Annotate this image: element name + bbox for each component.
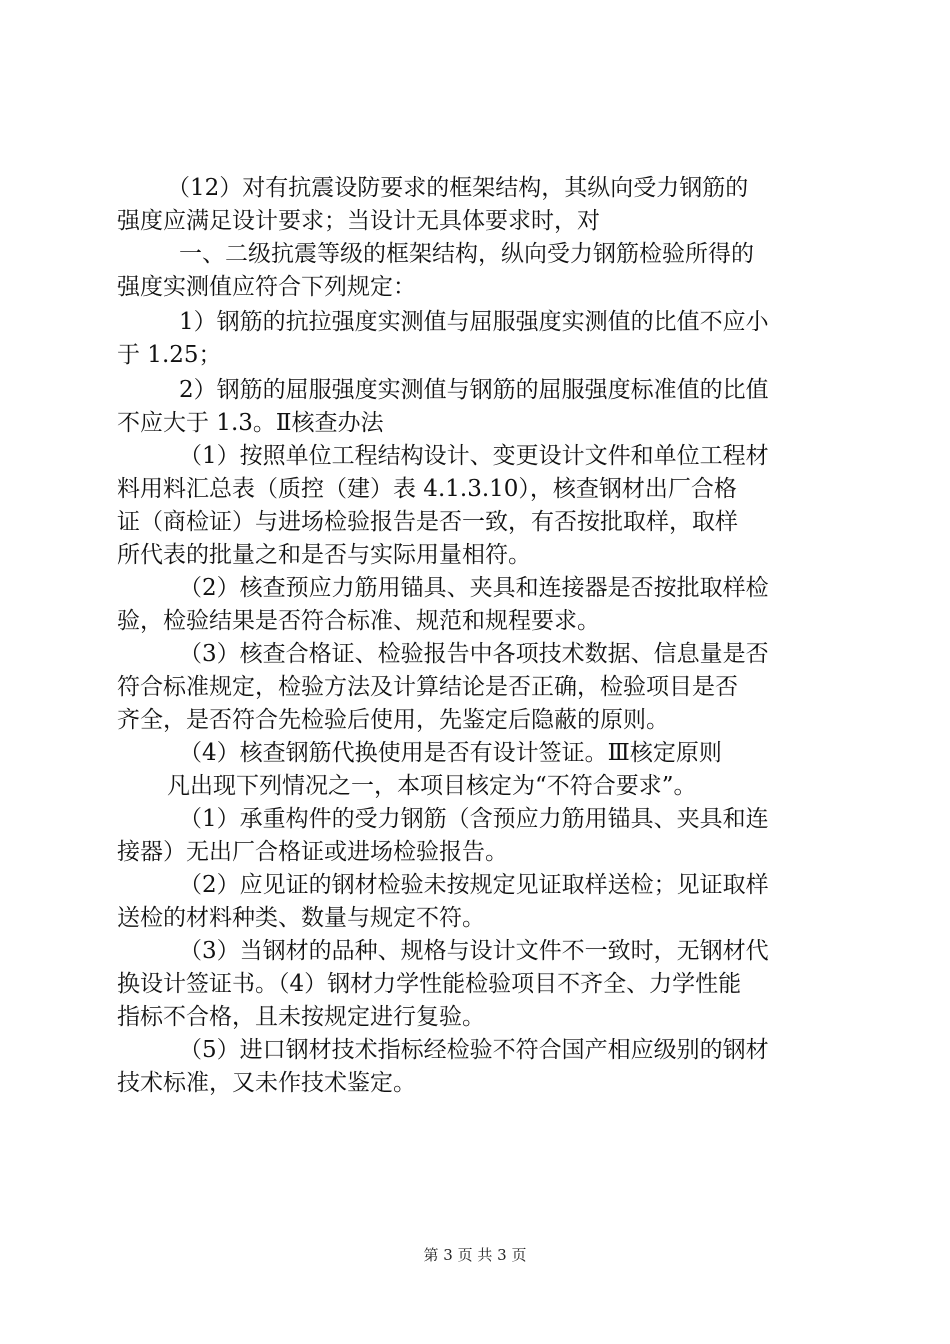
paragraph-line: 于 1.25； [117, 342, 222, 368]
paragraph-line: （4）核查钢筋代换使用是否有设计签证。Ⅲ核定原则 [179, 740, 722, 766]
paragraph-line: （12）对有抗震设防要求的框架结构，其纵向受力钢筋的 [167, 175, 749, 201]
paragraph-line: 料用料汇总表（质控（建）表 4.1.3.10），核查钢材出厂合格 [117, 476, 737, 502]
page-footer: 第 3 页 共 3 页 [423, 1246, 527, 1264]
paragraph-line: 接器）无出厂合格证或进场检验报告。 [117, 839, 508, 865]
paragraph-line: 2）钢筋的屈服强度实测值与钢筋的屈服强度标准值的比值 [179, 377, 769, 403]
paragraph-line: 技术标准，又未作技术鉴定。 [117, 1070, 416, 1096]
paragraph-line: 凡出现下列情况之一，本项目核定为“不符合要求”。 [167, 773, 697, 799]
paragraph-line: 证（商检证）与进场检验报告是否一致，有否按批取样，取样 [117, 509, 738, 535]
paragraph-line: 不应大于 1.3。Ⅱ核查办法 [117, 410, 384, 436]
paragraph-line: （5）进口钢材技术指标经检验不符合国产相应级别的钢材 [179, 1037, 769, 1063]
paragraph-line: （1）按照单位工程结构设计、变更设计文件和单位工程材 [179, 443, 769, 469]
paragraph-line: （2）应见证的钢材检验未按规定见证取样送检；见证取样 [179, 872, 769, 898]
paragraph-line: 强度实测值应符合下列规定： [117, 274, 416, 300]
paragraph-line: 符合标准规定，检验方法及计算结论是否正确，检验项目是否 [117, 674, 738, 700]
paragraph-line: 送检的材料种类、数量与规定不符。 [117, 905, 485, 931]
paragraph-line: （3）当钢材的品种、规格与设计文件不一致时，无钢材代 [179, 938, 769, 964]
paragraph-line: 所代表的批量之和是否与实际用量相符。 [117, 542, 531, 568]
paragraph-line: （2）核查预应力筋用锚具、夹具和连接器是否按批取样检 [179, 575, 769, 601]
paragraph-line: 指标不合格，且未按规定进行复验。 [117, 1004, 485, 1030]
paragraph-line: （1）承重构件的受力钢筋（含预应力筋用锚具、夹具和连 [179, 806, 769, 832]
paragraph-line: 换设计签证书。（4）钢材力学性能检验项目不齐全、力学性能 [117, 971, 742, 997]
document-body [117, 172, 837, 1100]
paragraph-line: 强度应满足设计要求；当设计无具体要求时，对 [117, 208, 600, 234]
paragraph-line: 验，检验结果是否符合标准、规范和规程要求。 [117, 608, 600, 634]
paragraph-line: （3）核查合格证、检验报告中各项技术数据、信息量是否 [179, 641, 769, 667]
paragraph-line: 1）钢筋的抗拉强度实测值与屈服强度实测值的比值不应小 [179, 309, 769, 335]
paragraph-line: 齐全，是否符合先检验后使用，先鉴定后隐蔽的原则。 [117, 707, 669, 733]
paragraph-line: 一、二级抗震等级的框架结构，纵向受力钢筋检验所得的 [179, 241, 754, 267]
